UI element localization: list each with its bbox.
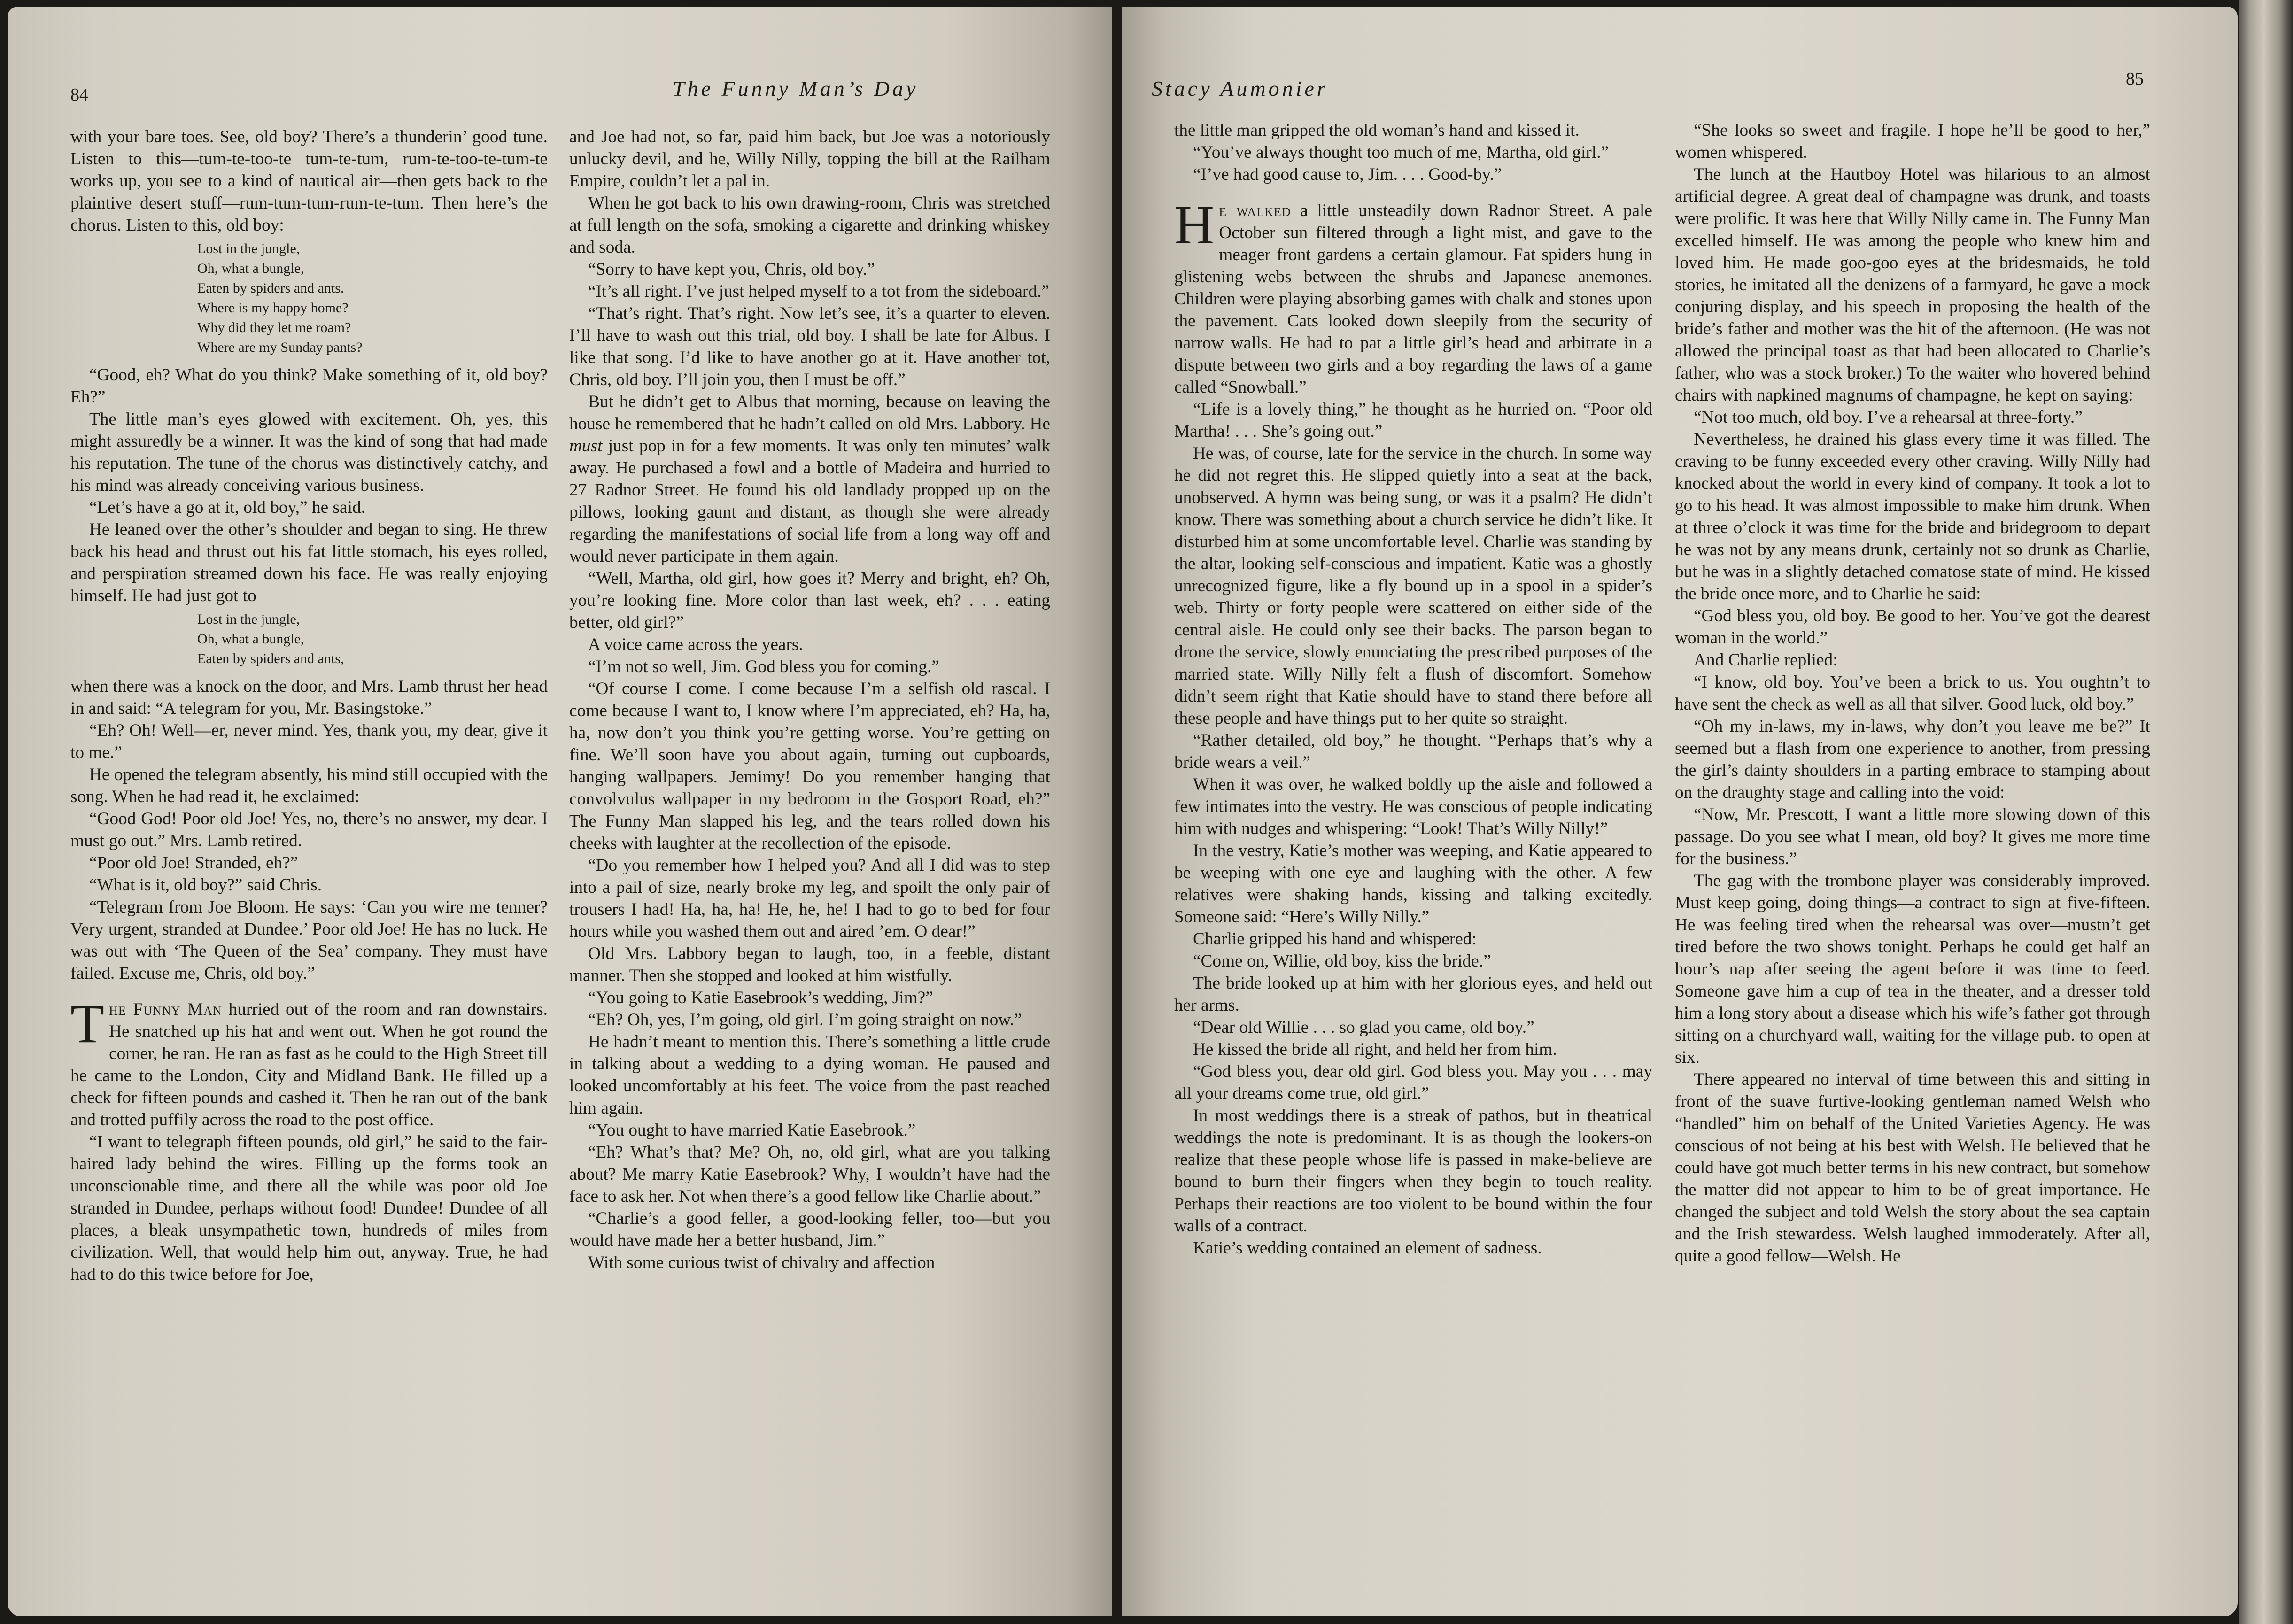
paragraph: He opened the telegram absently, his mind still occupied with the song. When he had read it, he exclaimed:: [70, 765, 548, 806]
paragraph: “Dear old Willie . . . so glad you came, old boy.”: [1193, 1018, 1534, 1037]
section-text: a little unsteadily down Radnor Street. A pale October sun filtered through a light mist, and gave to the meager front gardens a certain glamour. Fat spiders hung in glistening webs between the shrubs and Japanese anemones. Children were playing absorbing games with chalk and stones upon the pavement. Cats looked down sleepily from the security of narrow walls. He had to pat a little girl’s head and arbitrate in a dispute between two girls and a boy regarding the laws of a game called “Snowball.”: [1174, 201, 1652, 397]
verse-line: Why did they let me roam?: [197, 320, 351, 335]
verse-line: Eaten by spiders and ants,: [197, 651, 344, 666]
song-verse: [70, 610, 548, 669]
paragraph: “It’s all right. I’ve just helped myself to a tot from the sideboard.”: [588, 282, 1049, 301]
right-page: [1122, 7, 2238, 1616]
drop-cap: H: [1174, 194, 1215, 255]
paragraph: “Good, eh? What do you think? Make something of it, old boy? Eh?”: [70, 365, 548, 407]
paragraph: He hadn’t meant to mention this. There’s something a little crude in talking about a wedding to a dying woman. He paused and looked uncomfortably at his feet. The voice from the past reached him again.: [569, 1032, 1050, 1118]
section-opening: [1174, 194, 1652, 398]
verse-line: Lost in the jungle,: [197, 611, 300, 627]
page-number: 85: [2126, 69, 2144, 89]
book-page-edges: [2239, 0, 2293, 1624]
paragraph: Old Mrs. Labbory began to laugh, too, in a feeble, distant manner. Then she stopped and looked at him wistfully.: [569, 944, 1050, 985]
paragraph: with your bare toes. See, old boy? There’s a thunderin’ good tune. Listen to this—tum-te-too-te tum-te-tum, rum-te-too-te-tum-te works up, you see to a kind of nautical air—then gets back to the plaintive desert stuff—rum-tum-tum-rum-te-tum. Then here’s the chorus. Listen to this, old boy:: [70, 127, 548, 235]
paragraph: And Charlie replied:: [1694, 650, 1838, 670]
paragraph: “Do you remember how I helped you? And all I did was to step into a pail of size, nearly broke my leg, and spoilt the only pair of trousers I had! Ha, ha, ha! He, he, he! I had to go to bed for four hours while you washed them out and aired ’em. O dear!”: [569, 856, 1050, 941]
verse-line: Where is my happy home?: [197, 300, 349, 316]
paragraph: “What is it, old boy?” said Chris.: [89, 875, 322, 895]
paragraph: “I know, old boy. You’ve been a brick to us. You oughtn’t to have sent the check as well as all that silver. Good luck, old boy.”: [1675, 673, 2150, 714]
small-caps-lead: he Funny Man: [109, 1000, 222, 1019]
emphasis: must: [569, 436, 603, 456]
paragraph: He leaned over the other’s shoulder and began to sing. He threw back his head and thrust out his fat little stomach, his eyes rolled, and perspiration streamed down his face. He was really enjoying himself. He had just got to: [70, 520, 548, 605]
paragraph: “Poor old Joe! Stranded, eh?”: [89, 853, 298, 873]
paragraph: [569, 391, 1050, 567]
verse-line: Where are my Sunday pants?: [197, 340, 363, 355]
left-page: [8, 7, 1112, 1616]
text-column-2: [569, 126, 1050, 1274]
paragraph: “Charlie’s a good feller, a good-looking feller, too—but you would have made her a better husband, Jim.”: [569, 1209, 1050, 1250]
paragraph: He was, of course, late for the service in the church. In some way he did not regret this. He slipped quietly into a seat at the back, unobserved. A hymn was being sung, or was it a psalm? He didn’t know. There was something about a church service he didn’t like. It disturbed him at some uncomfortable level. Charlie was standing by the altar, looking self-conscious and impatient. Katie was a ghostly unrecognized figure, like a fly bound up in a spool in a spider’s web. Thirty or forty people were scattered on either side of the central aisle. He could only see their backs. The parson began to drone the service, slowly enunciating the prescribed purposes of the married state. Willy Nilly felt a flush of discomfort. Somehow didn’t seem right that Katie should have to stand there before all these people and have things put to her quite so straight.: [1174, 444, 1652, 728]
paragraph: the little man gripped the old woman’s hand and kissed it.: [1174, 121, 1580, 140]
paragraph: Nevertheless, he drained his glass every time it was filled. The craving to be funny exceeded every other craving. Willy Nilly had knocked about the world in every kind of company. It took a lot to go to his head. It was almost impossible to make him drunk. When at three o’clock it was time for the bride and bridegroom to depart he was not by any means drunk, certainly not so drunk as Charlie, but he was in a slightly detached comatose state of mind. He kissed the bride once more, and to Charlie he said:: [1675, 430, 2150, 603]
song-verse: [70, 239, 548, 357]
verse-line: Oh, what a bungle,: [197, 631, 304, 647]
text-column-2: [1675, 119, 2150, 1267]
paragraph: “I’ve had good cause to, Jim. . . . Good-by.”: [1193, 165, 1502, 184]
text-run: But he didn’t get to Albus that morning, because on leaving the house he remembered that he hadn’t called on old Mrs. Labbory. He: [569, 392, 1050, 433]
paragraph: When he got back to his own drawing-room, Chris was stretched at full length on the sofa, smoking a cigarette and drinking whiskey and soda.: [569, 193, 1050, 257]
running-head: Stacy Aumonier: [1152, 77, 1328, 101]
verse-line: Eaten by spiders and ants.: [197, 280, 344, 296]
verse-line: Oh, what a bungle,: [197, 261, 304, 276]
paragraph: and Joe had not, so far, paid him back, but Joe was a notoriously unlucky devil, and he, Willy Nilly, topping the bill at the Railham Empire, couldn’t let a pal in.: [569, 127, 1050, 191]
paragraph: Charlie gripped his hand and whispered:: [1193, 929, 1477, 949]
running-head: The Funny Man’s Day: [673, 77, 919, 101]
text-column-1: [1174, 119, 1652, 1259]
paragraph: He kissed the bride all right, and held her from him.: [1193, 1040, 1557, 1059]
paragraph: “I want to telegraph fifteen pounds, old girl,” he said to the fair-haired lady behind the wires. Filling up the forms took an unconscionable time, and there all the while was poor old Joe stranded in Dundee, perhaps without food! Dundee! Dundee of all places, a bleak unsympathetic town, hundreds of miles from civilization. Well, that would help him out, anyway. True, he had had to do this twice before for Joe,: [70, 1132, 548, 1284]
paragraph: The bride looked up at him with her glorious eyes, and held out her arms.: [1174, 974, 1652, 1015]
paragraph: “Eh? Oh! Well—er, never mind. Yes, thank you, my dear, give it to me.”: [70, 721, 548, 762]
paragraph: “I’m not so well, Jim. God bless you for coming.”: [588, 657, 939, 676]
paragraph: “You’ve always thought too much of me, Martha, old girl.”: [1193, 143, 1609, 162]
paragraph: “You going to Katie Easebrook’s wedding, Jim?”: [588, 988, 933, 1007]
paragraph: “Let’s have a go at it, old boy,” he said.: [89, 498, 365, 517]
paragraph: “Eh? Oh, yes, I’m going, old girl. I’m going straight on now.”: [588, 1010, 1022, 1029]
paragraph: There appeared no interval of time between this and sitting in front of the suave furtive-looking gentleman named Welsh who “handled” him on behalf of the United Varieties Agency. He was conscious of not being at his best with Welsh. He believed that he could have got much better terms in his new contract, but somehow the matter did not appear to him to be of great importance. He changed the subject and told Welsh the story about the sea captain and the Irish stewardess. Welsh laughed immoderately. After all, quite a good fellow—Welsh. He: [1675, 1070, 2150, 1266]
paragraph: “Sorry to have kept you, Chris, old boy.”: [588, 260, 875, 279]
paragraph: when there was a knock on the door, and Mrs. Lamb thrust her head in and said: “A telegram for you, Mr. Basingstoke.”: [70, 677, 548, 718]
paragraph: “Good God! Poor old Joe! Yes, no, there’s no answer, my dear. I must go out.” Mrs. Lamb retired.: [70, 809, 548, 851]
paragraph: When it was over, he walked boldly up the aisle and followed a few intimates into the vestry. He was conscious of people indicating him with nudges and whispering: “Look! That’s Willy Nilly!”: [1174, 775, 1652, 838]
small-caps-lead: e walked: [1219, 201, 1291, 220]
paragraph: “Not too much, old boy. I’ve a rehearsal at three-forty.”: [1694, 408, 2083, 427]
text-run: just pop in for a few moments. It was only ten minutes’ walk away. He purchased a fowl and a bottle of Madeira and hurried to 27 Radnor Street. He found his old landlady propped up on the pillows, looking gaunt and distant, as though she were already regarding the manifestations of social life from a long way off and would never participate in them again.: [569, 436, 1050, 566]
paragraph: “Rather detailed, old boy,” he thought. “Perhaps that’s why a bride wears a veil.”: [1174, 731, 1652, 772]
paragraph: A voice came across the years.: [588, 635, 803, 654]
paragraph: The little man’s eyes glowed with excitement. Oh, yes, this might assuredly be a winner. It was the kind of song that had made his reputation. The tune of the chorus was distinctively catchy, and his mind was already conceiving various business.: [70, 410, 548, 495]
text-column-1: [70, 126, 548, 1285]
paragraph: “Now, Mr. Prescott, I want a little more slowing down of this passage. Do you see what I mean, old boy? It gives me more time for the business.”: [1675, 805, 2150, 868]
verse-line: Lost in the jungle,: [197, 241, 300, 256]
paragraph: “You ought to have married Katie Easebrook.”: [588, 1121, 916, 1140]
paragraph: “Telegram from Joe Bloom. He says: ‘Can you wire me tenner? Very urgent, stranded at Dundee.’ Poor old Joe! He has no luck. He was out with ‘The Queen of the Sea’ company. They must have failed. Excuse me, Chris, old boy.”: [70, 897, 548, 983]
paragraph: “That’s right. That’s right. Now let’s see, it’s a quarter to eleven. I’ll have to wash out this trial, old boy. I shall be late for Albus. I like that song. I’d like to have another go at it. Have another tot, Chris, old boy. I’ll join you, then I must be off.”: [569, 304, 1050, 389]
paragraph: With some curious twist of chivalry and affection: [588, 1253, 935, 1272]
paragraph: In most weddings there is a streak of pathos, but in theatrical weddings the note is predominant. It is as though the lookers-on realize that these people whose life is passed in make-believe are bound to burn their fingers when they begin to touch reality. Perhaps their reactions are too violent to be bound within the four walls of a contract.: [1174, 1106, 1652, 1236]
drop-cap: T: [70, 993, 105, 1054]
paragraph: “Of course I come. I come because I’m a selfish old rascal. I come because I want to, I know where I’m appreciated, eh? Ha, ha, ha, now don’t you think you’re getting worse. You’re getting on fine. We’ll soon have you about again, turning out cupboards, hanging wallpapers. Jemimy! Do you remember hanging that convolvulus wallpaper in my bedroom in the Gosport Road, eh?” The Funny Man slapped his leg, and the tears rolled down his cheeks with laughter at the recollection of the episode.: [569, 679, 1050, 853]
paragraph: In the vestry, Katie’s mother was weeping, and Katie appeared to be weeping with one eye and laughing with the other. A few relatives were shaking hands, kissing and talking excitedly. Someone said: “Here’s Willy Nilly.”: [1174, 841, 1652, 927]
paragraph: “Come on, Willie, old boy, kiss the bride.”: [1193, 951, 1491, 971]
paragraph: “God bless you, old boy. Be good to her. You’ve got the dearest woman in the world.”: [1675, 606, 2150, 648]
paragraph: The lunch at the Hautboy Hotel was hilarious to an almost artificial degree. A great deal of champagne was drunk, and toasts were prolific. It was here that Willy Nilly came in. The Funny Man excelled himself. He was among the people who knew him and loved him. He made goo-goo eyes at the bridesmaids, he told stories, he imitated all the denizens of a farmyard, he gave a mock conjuring display, and his speech in proposing the health of the bride’s father and mother was the hit of the afternoon. (He was not allowed the principal toast as that had been allocated to Charlie’s father, who was a stock broker.) To the waiter who hovered behind chairs with napkined magnums of champagne, he kept on saying:: [1675, 165, 2150, 405]
paragraph: Katie’s wedding contained an element of sadness.: [1193, 1238, 1542, 1258]
paragraph: “Oh my in-laws, my in-laws, why don’t you leave me be?” It seemed but a flash from one experience to another, from pressing the girl’s dainty shoulders in a parting embrace to stamping about on the draughty stage and calling into the void:: [1675, 717, 2150, 802]
section-text: hurried out of the room and ran downstairs. He snatched up his hat and went out. When he got round the corner, he ran. He ran as fast as he could to the High Street till he came to the London, City and Midland Bank. He filled up a check for fifteen pounds and cashed it. Then he ran out of the bank and trotted puffily across the road to the post office.: [70, 1000, 548, 1129]
page-number: 84: [70, 85, 88, 105]
paragraph: “Well, Martha, old girl, how goes it? Merry and bright, eh? Oh, you’re looking fine. More color than last week, eh? . . . eating better, old girl?”: [569, 569, 1050, 632]
paragraph: “Life is a lovely thing,” he thought as he hurried on. “Poor old Martha! . . . She’s going out.”: [1174, 400, 1652, 441]
paragraph: “She looks so sweet and fragile. I hope he’ll be good to her,” women whispered.: [1675, 121, 2150, 162]
paragraph: “God bless you, dear old girl. God bless you. May you . . . may all your dreams come true, old girl.”: [1174, 1062, 1652, 1103]
section-opening: [70, 993, 548, 1131]
paragraph: The gag with the trombone player was considerably improved. Must keep going, doing things—a contract to sign at five-fifteen. He was feeling tired when the rehearsal was over—mustn’t get tired before the two shows tonight. Perhaps he could get half an hour’s nap after seeing the agent before it was time to feed. Someone gave him a cup of tea in the theater, and a dresser told him a long story about a disease which his wife’s father got through sitting on a churchyard wall, waiting for the village pub. to open at six.: [1675, 871, 2150, 1067]
paragraph: “Eh? What’s that? Me? Oh, no, old girl, what are you talking about? Me marry Katie Easebrook? Why, I wouldn’t have had the face to ask her. Not when there’s a good fellow like Charlie about.”: [569, 1143, 1050, 1206]
